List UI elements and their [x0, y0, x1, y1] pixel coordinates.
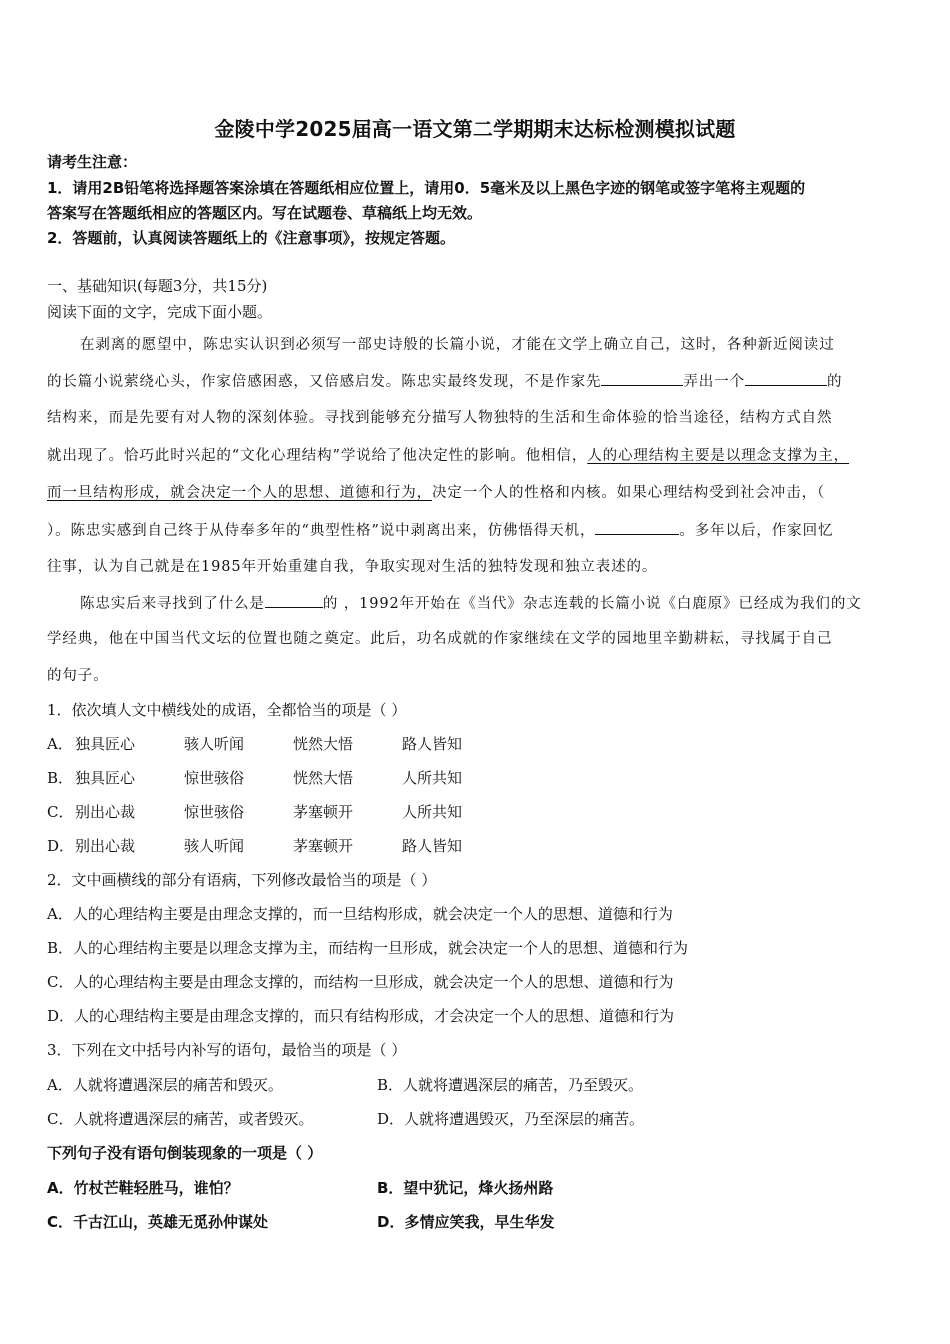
option-label: C． — [47, 803, 74, 821]
section-heading: 一、基础知识(每题3分，共15分) — [47, 277, 268, 295]
section-intro: 阅读下面的文字，完成下面小题。 — [47, 303, 273, 321]
passage-text: 。多年以后，作家回忆 — [679, 523, 834, 539]
passage-line-9: 学经典，他在中国当代文坛的位置也随之奠定。此后，功名成就的作家继续在文学的园地里辛勤耕耘，寻找属于自己 — [47, 631, 833, 647]
q3-option-d: D．人就将遭遇毁灭，乃至深层的痛苦。 — [377, 1110, 645, 1128]
passage-text: ）。陈忠实感到自己终于从侍奉多年的“典型性格”说中剥离出来，仿佛悟得天机， — [47, 523, 596, 539]
q1-option-d — [47, 836, 462, 856]
q1-option-c — [47, 802, 462, 822]
question-1-stem: 1．依次填人文中横线处的成语，全都恰当的项是（ ） — [47, 701, 407, 719]
passage-line-7: 往事，认为自己就是在1985年开始重建自我，争取实现对生活的独特发现和独立表述的。 — [47, 559, 658, 575]
q3-option-a: A．人就将遭遇深层的痛苦和毁灭。 — [47, 1076, 283, 1094]
option-word: 骇人听闻 — [184, 735, 245, 753]
option-word: 人所共知 — [402, 803, 463, 821]
notice-heading: 请考生注意： — [47, 153, 138, 171]
option-word: 茅塞顿开 — [293, 837, 354, 855]
notice-item-1-cont: 答案写在答题纸相应的答题区内。写在试题卷、草稿纸上均无效。 — [47, 204, 483, 222]
passage-text: 就出现了。恰巧此时兴起的“文化心理结构”学说给了他决定性的影响。他相信， — [47, 448, 588, 464]
option-word: 路人皆知 — [402, 837, 463, 855]
option-word: 别出心裁 — [75, 837, 136, 855]
q4-option-c: C．千古江山，英雄无觅孙仲谋处 — [47, 1213, 269, 1231]
option-label: B． — [47, 769, 74, 787]
passage-text: 的 — [827, 374, 843, 390]
q4-option-b: B．望中犹记，烽火扬州路 — [377, 1179, 554, 1197]
passage-line-10: 的句子。 — [47, 668, 109, 684]
q3-option-b: B．人就将遭遇深层的痛苦，乃至毁灭。 — [377, 1076, 644, 1094]
option-word: 恍然大悟 — [293, 769, 354, 787]
fill-blank-3 — [595, 520, 679, 535]
q2-option-d: D．人的心理结构主要是由理念支撑的，而只有结构形成，才会决定一个人的思想、道德和行为 — [47, 1007, 675, 1025]
option-word: 惊世骇俗 — [184, 769, 245, 787]
option-word: 别出心裁 — [75, 803, 136, 821]
passage-line-1: 在剥离的愿望中，陈忠实认识到必须写一部史诗般的长篇小说，才能在文学上确立自己，这时，各种新近阅读过 — [80, 337, 835, 353]
option-label: A． — [47, 735, 73, 753]
passage-text: 弄出一个 — [683, 374, 746, 390]
q2-option-b: B．人的心理结构主要是以理念支撑为主，而结构一旦形成，就会决定一个人的思想、道德和行为 — [47, 939, 689, 957]
question-3-stem: 3．下列在文中括号内补写的语句，最恰当的项是（ ） — [47, 1041, 407, 1059]
question-4-stem: 下列句子没有语句倒装现象的一项是（ ） — [47, 1144, 323, 1162]
q3-option-c: C．人就将遭遇深层的痛苦，或者毁灭。 — [47, 1110, 314, 1128]
fill-blank-2 — [745, 371, 827, 386]
option-word: 茅塞顿开 — [293, 803, 354, 821]
option-word: 惊世骇俗 — [184, 803, 245, 821]
option-word: 独具匠心 — [75, 735, 136, 753]
passage-line-3: 结构来，而是先要有对人物的深刻体验。寻找到能够充分描写人物独特的生活和生命体验的恰当途径，结构方式自然 — [47, 410, 833, 426]
passage-line-4 — [47, 446, 849, 466]
fill-blank-4 — [265, 593, 323, 608]
page-title: 金陵中学2025届高一语文第二学期期末达标检测模拟试题 — [214, 117, 736, 141]
passage-text: 决定一个人的性格和内核。如果心理结构受到社会冲击，（ — [432, 485, 826, 501]
option-word: 骇人听闻 — [184, 837, 245, 855]
notice-item-2: 2．答题前，认真阅读答题纸上的《注意事项》，按规定答题。 — [47, 229, 455, 247]
passage-line-5 — [47, 483, 825, 503]
q1-option-a — [47, 734, 462, 754]
passage-text: 陈忠实后来寻找到了什么是 — [80, 596, 265, 612]
passage-line-6 — [47, 520, 833, 541]
q4-option-a: A．竹杖芒鞋轻胜马，谁怕？ — [47, 1179, 239, 1197]
notice-item-1: 1．请用2B铅笔将选择题答案涂填在答题纸相应位置上，请用0．5毫米及以上黑色字迹的钢笔或签字笔将主观题的 — [47, 179, 806, 197]
underlined-sentence: 而一旦结构形成，就会决定一个人的思想、道德和行为， — [47, 485, 432, 501]
option-word: 路人皆知 — [402, 735, 463, 753]
passage-line-2 — [47, 371, 842, 392]
q2-option-c: C．人的心理结构主要是由理念支撑的，而结构一旦形成，就会决定一个人的思想、道德和行为 — [47, 973, 674, 991]
question-2-stem: 2．文中画横线的部分有语病，下列修改最恰当的项是（ ） — [47, 871, 437, 889]
passage-text: 的长篇小说萦绕心头，作家倍感困惑，又倍感启发。陈忠实最终发现，不是作家先 — [47, 374, 602, 390]
underlined-sentence: 人的心理结构主要是以理念支撑为主， — [587, 448, 850, 464]
q4-option-d: D．多情应笑我，早生华发 — [377, 1213, 555, 1231]
q2-option-a: A．人的心理结构主要是由理念支撑的，而一旦结构形成，就会决定一个人的思想、道德和行为 — [47, 905, 673, 923]
fill-blank-1 — [601, 371, 683, 386]
q1-option-b — [47, 768, 462, 788]
option-label: D． — [47, 837, 75, 855]
option-word: 人所共知 — [402, 769, 463, 787]
option-word: 独具匠心 — [75, 769, 136, 787]
passage-line-8 — [80, 593, 862, 614]
option-word: 恍然大悟 — [293, 735, 354, 753]
passage-text: 的 ，1992年开始在《当代》杂志连载的长篇小说《白鹿原》已经成为我们的文 — [322, 596, 862, 612]
